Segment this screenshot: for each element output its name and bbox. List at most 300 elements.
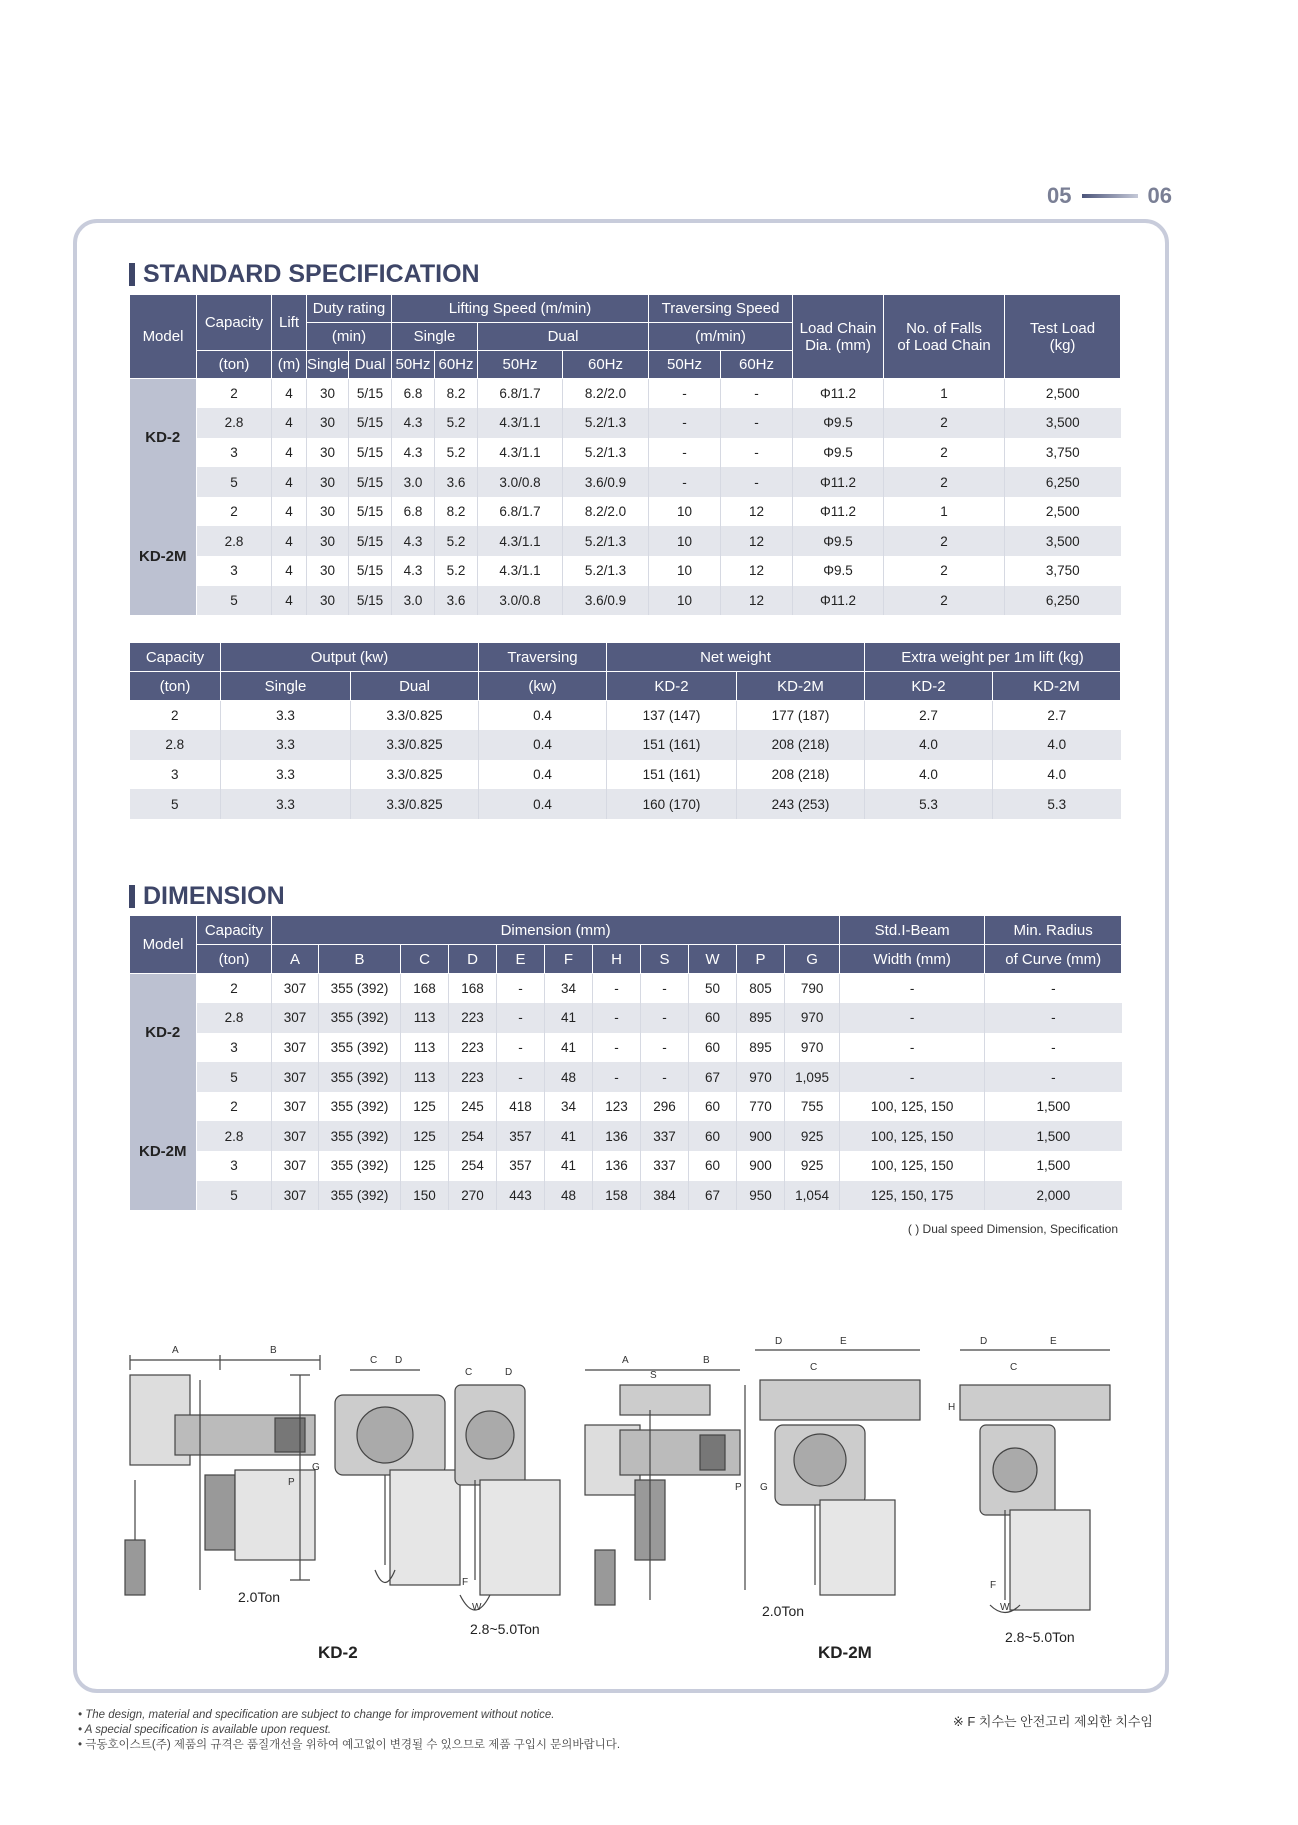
label-f-kd2: F xyxy=(462,1577,469,1588)
th-lift-single: Single xyxy=(392,323,478,351)
table-cell: 2.8 xyxy=(130,730,221,760)
th-radius: Min. Radius xyxy=(985,916,1122,945)
table-cell: 151 (161) xyxy=(607,760,737,790)
table-cell: 168 xyxy=(401,974,449,1004)
th-output-dual: Dual xyxy=(351,672,479,701)
table-cell: 0.4 xyxy=(479,789,607,819)
table-cell: 5/15 xyxy=(349,467,392,497)
table-cell: 895 xyxy=(737,1003,785,1033)
table-cell: 970 xyxy=(737,1062,785,1092)
label-w-kd2: W xyxy=(472,1602,482,1613)
label-a-kd2: A xyxy=(172,1345,179,1356)
table-cell: 3.0 xyxy=(392,586,435,616)
kd2-front-drawing xyxy=(455,1385,560,1610)
table-cell: - xyxy=(593,1003,641,1033)
table-cell: 100, 125, 150 xyxy=(840,1121,985,1151)
table-cell: 970 xyxy=(785,1003,840,1033)
table-cell: - xyxy=(641,1062,689,1092)
table-cell: 4.3 xyxy=(392,526,435,556)
table-cell: 125 xyxy=(401,1151,449,1181)
page-number-divider xyxy=(1082,194,1138,198)
table-cell: 223 xyxy=(449,1062,497,1092)
model-cell: KD-2 xyxy=(130,379,197,497)
spec-table xyxy=(129,294,1121,615)
caption-kd2m-large: 2.8~5.0Ton xyxy=(1005,1629,1075,1645)
table-cell: 67 xyxy=(689,1181,737,1211)
th-traversing-unit: (m/min) xyxy=(649,323,793,351)
table-cell: 3.0/0.8 xyxy=(478,467,563,497)
th-dim-a: A xyxy=(272,945,319,974)
table-cell: 355 (392) xyxy=(319,1033,401,1063)
table-cell: 307 xyxy=(272,1062,319,1092)
label-e-kd2m: E xyxy=(840,1336,847,1347)
table-cell: 67 xyxy=(689,1062,737,1092)
table-cell: 355 (392) xyxy=(319,1092,401,1122)
th-lift-unit: (m) xyxy=(272,351,307,379)
table-cell: 5.2 xyxy=(435,408,478,438)
table-cell: 1,500 xyxy=(1036,1099,1071,1115)
table-cell: 2 xyxy=(197,974,272,1004)
table-cell: 150 xyxy=(401,1181,449,1211)
th-capacity: Capacity xyxy=(197,916,272,945)
footnote-korean: ※ F 치수는 안전고리 제외한 치수임 xyxy=(952,1714,1153,1729)
spec-table-row xyxy=(130,379,1121,409)
table-cell: 4 xyxy=(272,408,307,438)
table-cell: 5/15 xyxy=(349,497,392,527)
label-c-kd2m-front: C xyxy=(1010,1362,1018,1373)
section-heading-spec xyxy=(129,260,480,289)
page-numbers xyxy=(1047,183,1172,209)
table-cell: 5.2 xyxy=(435,556,478,586)
table-cell: - xyxy=(840,1033,985,1063)
table-cell: 137 (147) xyxy=(607,701,737,731)
table-cell: 2 xyxy=(884,438,1005,468)
th-extra-kd2: KD-2 xyxy=(865,672,993,701)
table-cell: - xyxy=(649,379,721,409)
table-cell: 5.2 xyxy=(435,438,478,468)
table-cell: 3.0 xyxy=(392,467,435,497)
th-dual-60hz: 60Hz xyxy=(563,351,649,379)
th-duty: Duty rating xyxy=(307,295,392,323)
th-net-kd2m: KD-2M xyxy=(737,672,865,701)
table-cell: 113 xyxy=(401,1033,449,1063)
table-cell: 307 xyxy=(272,1033,319,1063)
table-cell: - xyxy=(721,438,793,468)
table-cell: 3.3/0.825 xyxy=(351,789,479,819)
table-cell: 2.8 xyxy=(197,1121,272,1151)
dim-table-row xyxy=(130,1092,1122,1122)
table-cell: 755 xyxy=(785,1092,840,1122)
th-extra-kd2m: KD-2M xyxy=(993,672,1121,701)
table-cell: 8.2 xyxy=(435,379,478,409)
table-cell: 2,500 xyxy=(1045,386,1080,402)
footnote-1: • The design, material and specification are subject to change for improvement without notice. xyxy=(78,1709,555,1721)
th-dim-s: S xyxy=(641,945,689,974)
table-cell: 2.8 xyxy=(197,526,272,556)
table-cell: 925 xyxy=(785,1151,840,1181)
table-cell: 4.3/1.1 xyxy=(478,438,563,468)
table-cell: 4.3/1.1 xyxy=(478,408,563,438)
th-traversing-unit: (kw) xyxy=(479,672,607,701)
th-dim-d: D xyxy=(449,945,497,974)
th-capacity: Capacity xyxy=(197,295,272,351)
table-cell: 307 xyxy=(272,1151,319,1181)
table-cell: 4 xyxy=(272,467,307,497)
table-cell: 4.0 xyxy=(993,730,1121,760)
table-cell: 12 xyxy=(721,586,793,616)
table-cell: 5.2/1.3 xyxy=(563,438,649,468)
table-cell: 158 xyxy=(593,1181,641,1211)
dimension-table xyxy=(129,915,1122,1210)
table-cell: 5.3 xyxy=(865,789,993,819)
table-cell: 30 xyxy=(307,379,349,409)
table-cell: 270 xyxy=(449,1181,497,1211)
table-cell: 5 xyxy=(197,1062,272,1092)
table-cell: - xyxy=(497,1003,545,1033)
table-cell: 2.7 xyxy=(865,701,993,731)
label-g-kd2: G xyxy=(312,1462,320,1473)
label-h-kd2m: H xyxy=(948,1402,956,1413)
th-dim-c: C xyxy=(401,945,449,974)
spec-table-row xyxy=(130,408,1121,438)
table-cell: - xyxy=(1051,1039,1056,1055)
table-cell: 2,000 xyxy=(985,1181,1122,1211)
label-f-kd2m: F xyxy=(990,1580,997,1591)
table-cell: 4.0 xyxy=(1047,766,1067,782)
dual-speed-note: ( ) Dual speed Dimension, Specification xyxy=(907,1222,1118,1236)
table-cell: 30 xyxy=(307,586,349,616)
table-cell: 125 xyxy=(401,1092,449,1122)
th-radius-unit: of Curve (mm) xyxy=(985,945,1122,974)
label-c-kd2-front: C xyxy=(465,1367,473,1378)
footnote-2: • A special specification is available upon request. xyxy=(78,1724,332,1736)
table-cell: 900 xyxy=(737,1121,785,1151)
caption-kd2m-small: 2.0Ton xyxy=(762,1603,805,1619)
table-cell: 30 xyxy=(307,556,349,586)
th-capacity-unit: (ton) xyxy=(197,351,272,379)
table-cell: 6.8/1.7 xyxy=(478,379,563,409)
table-cell: 151 (161) xyxy=(607,730,737,760)
table-cell: 2 xyxy=(197,379,272,409)
table-cell: 3 xyxy=(197,1033,272,1063)
model-cell: KD-2 xyxy=(130,974,197,1092)
table-cell: 4.3 xyxy=(392,438,435,468)
dim-table-row xyxy=(130,1121,1122,1151)
table-cell: - xyxy=(593,1062,641,1092)
output-table-row xyxy=(130,789,1121,819)
table-cell: 34 xyxy=(545,1092,593,1122)
th-traversing: Traversing Speed xyxy=(649,295,793,323)
table-cell: 3.6/0.9 xyxy=(563,586,649,616)
table-cell: 5/15 xyxy=(349,526,392,556)
dim-table-row xyxy=(130,1062,1122,1092)
th-beam-unit: Width (mm) xyxy=(840,945,985,974)
table-cell: 2 xyxy=(884,467,1005,497)
table-cell: 12 xyxy=(721,497,793,527)
table-cell: - xyxy=(721,379,793,409)
table-cell: 443 xyxy=(497,1181,545,1211)
th-lift-dual: Dual xyxy=(478,323,649,351)
table-cell: 4.0 xyxy=(865,730,993,760)
table-cell: 970 xyxy=(785,1033,840,1063)
th-lift: Lift xyxy=(272,295,307,351)
table-cell: 160 (170) xyxy=(607,789,737,819)
th-chain-dia: Load Chain Dia. (mm) xyxy=(793,295,884,379)
table-cell: 307 xyxy=(272,1121,319,1151)
th-output: Output (kw) xyxy=(221,643,479,672)
table-cell: 307 xyxy=(272,1181,319,1211)
table-cell: 223 xyxy=(449,1033,497,1063)
label-d-kd2m-front: D xyxy=(980,1336,988,1347)
table-cell: 10 xyxy=(649,526,721,556)
table-cell: 1,095 xyxy=(785,1062,840,1092)
table-cell: 125, 150, 175 xyxy=(840,1181,985,1211)
table-cell: - xyxy=(641,1003,689,1033)
table-cell: Φ9.5 xyxy=(793,408,884,438)
table-cell: Φ11.2 xyxy=(793,586,884,616)
table-cell: 2 xyxy=(884,586,1005,616)
table-cell: 60 xyxy=(689,1033,737,1063)
table-cell: 60 xyxy=(689,1003,737,1033)
table-cell: 30 xyxy=(307,526,349,556)
table-cell: - xyxy=(497,974,545,1004)
th-duty-unit: (min) xyxy=(307,323,392,351)
table-cell: 1,500 xyxy=(985,1121,1122,1151)
table-cell: 5.2/1.3 xyxy=(563,408,649,438)
hoist-drawings xyxy=(120,1330,1140,1620)
th-test-load: Test Load (kg) xyxy=(1005,295,1121,379)
output-weight-table xyxy=(129,642,1121,819)
kd2-2ton-drawing xyxy=(125,1355,320,1595)
table-cell: 5 xyxy=(197,586,272,616)
label-d-kd2: D xyxy=(395,1355,403,1366)
table-cell: 3.3/0.825 xyxy=(351,701,479,731)
table-cell: 3 xyxy=(130,760,221,790)
spec-table-row xyxy=(130,526,1121,556)
table-cell: 4 xyxy=(272,586,307,616)
page-number-right: 06 xyxy=(1147,183,1172,208)
caption-kd2-large: 2.8~5.0Ton xyxy=(470,1621,540,1637)
footnotes xyxy=(78,1708,620,1753)
dim-table-row xyxy=(130,1033,1122,1063)
table-cell: 925 xyxy=(785,1121,840,1151)
th-model: Model xyxy=(130,295,197,379)
th-trav-50hz: 50Hz xyxy=(649,351,721,379)
th-dim-f: F xyxy=(545,945,593,974)
table-cell: 0.4 xyxy=(479,701,607,731)
table-cell: 5/15 xyxy=(349,586,392,616)
table-cell: 357 xyxy=(497,1151,545,1181)
table-cell: - xyxy=(721,467,793,497)
table-cell: - xyxy=(721,408,793,438)
th-lifting: Lifting Speed (m/min) xyxy=(392,295,649,323)
table-cell: 6,250 xyxy=(1005,586,1121,616)
table-cell: 113 xyxy=(401,1003,449,1033)
table-cell: 4 xyxy=(272,379,307,409)
table-cell: 3.6 xyxy=(435,586,478,616)
dim-table-row xyxy=(130,1003,1122,1033)
table-cell: 60 xyxy=(689,1121,737,1151)
table-cell: 355 (392) xyxy=(319,1003,401,1033)
table-cell: 245 xyxy=(449,1092,497,1122)
table-cell: 136 xyxy=(593,1151,641,1181)
kd2m-large-drawing xyxy=(745,1350,920,1595)
table-cell: 10 xyxy=(649,586,721,616)
dim-table-row xyxy=(130,974,1122,1004)
spec-table-row xyxy=(130,556,1121,586)
table-cell: Φ9.5 xyxy=(793,438,884,468)
th-traversing: Traversing xyxy=(479,643,607,672)
table-cell: Φ11.2 xyxy=(793,497,884,527)
table-cell: 6,250 xyxy=(1005,467,1121,497)
table-cell: 125 xyxy=(401,1121,449,1151)
table-cell: 50 xyxy=(689,974,737,1004)
table-cell: 2 xyxy=(197,1092,272,1122)
table-cell: 6.8/1.7 xyxy=(478,497,563,527)
table-cell: 2 xyxy=(197,497,272,527)
table-cell: 1 xyxy=(884,497,1005,527)
table-cell: - xyxy=(840,1062,985,1092)
table-cell: 100, 125, 150 xyxy=(840,1092,985,1122)
table-cell: Φ11.2 xyxy=(793,467,884,497)
table-cell: 296 xyxy=(641,1092,689,1122)
th-single-50hz: 50Hz xyxy=(392,351,435,379)
model-cell: KD-2M xyxy=(130,1092,197,1210)
th-model: Model xyxy=(130,916,197,974)
table-cell: - xyxy=(497,1062,545,1092)
table-cell: 355 (392) xyxy=(319,1062,401,1092)
table-cell: 12 xyxy=(721,556,793,586)
table-cell: 0.4 xyxy=(479,730,607,760)
th-falls: No. of Falls of Load Chain xyxy=(884,295,1005,379)
table-cell: 2.7 xyxy=(1047,708,1067,724)
output-table-row xyxy=(130,701,1121,731)
table-cell: 4 xyxy=(272,497,307,527)
table-cell: - xyxy=(985,1003,1122,1033)
table-cell: 168 xyxy=(449,974,497,1004)
table-cell: 2.8 xyxy=(197,408,272,438)
table-cell: 1,500 xyxy=(1036,1158,1071,1174)
table-cell: - xyxy=(649,408,721,438)
table-cell: 5/15 xyxy=(349,438,392,468)
table-cell: 30 xyxy=(307,497,349,527)
table-cell: Φ9.5 xyxy=(793,526,884,556)
table-cell: 4.0 xyxy=(865,760,993,790)
table-cell: 243 (253) xyxy=(737,789,865,819)
th-single-60hz: 60Hz xyxy=(435,351,478,379)
label-s-kd2m: S xyxy=(650,1370,657,1381)
table-cell: 5 xyxy=(197,467,272,497)
table-cell: 5 xyxy=(197,1181,272,1211)
label-p-kd2m: P xyxy=(735,1482,742,1493)
table-cell: 254 xyxy=(449,1121,497,1151)
table-cell: - xyxy=(649,438,721,468)
table-cell: - xyxy=(593,1033,641,1063)
table-cell: 355 (392) xyxy=(319,1151,401,1181)
table-cell: 4.3 xyxy=(392,408,435,438)
table-cell: 770 xyxy=(737,1092,785,1122)
th-dual-50hz: 50Hz xyxy=(478,351,563,379)
label-c-kd2m: C xyxy=(810,1362,818,1373)
table-cell: 254 xyxy=(449,1151,497,1181)
table-cell: 3.3/0.825 xyxy=(351,730,479,760)
table-cell: 790 xyxy=(785,974,840,1004)
table-cell: 5/15 xyxy=(349,408,392,438)
table-cell: 2,500 xyxy=(1045,504,1080,520)
th-capacity-unit: (ton) xyxy=(130,672,221,701)
th-dim-g: G xyxy=(785,945,840,974)
output-table-row xyxy=(130,760,1121,790)
heading-text: STANDARD SPECIFICATION xyxy=(143,260,480,288)
label-d-kd2-front: D xyxy=(505,1367,513,1378)
table-cell: 41 xyxy=(545,1121,593,1151)
page-number-left: 05 xyxy=(1047,183,1072,208)
table-cell: 355 (392) xyxy=(319,1121,401,1151)
th-output-single: Single xyxy=(221,672,351,701)
table-cell: 355 (392) xyxy=(319,1181,401,1211)
table-cell: - xyxy=(497,1033,545,1063)
table-cell: 41 xyxy=(545,1151,593,1181)
table-cell: 805 xyxy=(737,974,785,1004)
spec-table-row xyxy=(130,586,1121,616)
table-cell: Φ9.5 xyxy=(793,556,884,586)
label-a-kd2m: A xyxy=(622,1355,629,1366)
table-cell: 3.3 xyxy=(221,701,351,731)
heading-marker xyxy=(129,885,135,908)
label-b-kd2m: B xyxy=(703,1355,710,1366)
dim-table-row xyxy=(130,1181,1122,1211)
table-cell: 41 xyxy=(545,1033,593,1063)
table-cell: 950 xyxy=(737,1181,785,1211)
table-cell: 2 xyxy=(130,701,221,731)
table-cell: 1,054 xyxy=(785,1181,840,1211)
table-cell: 2 xyxy=(884,526,1005,556)
th-duty-single: Single xyxy=(307,351,349,379)
table-cell: 113 xyxy=(401,1062,449,1092)
table-cell: 34 xyxy=(545,974,593,1004)
spec-table-row xyxy=(130,497,1121,527)
table-cell: 3 xyxy=(197,438,272,468)
table-cell: 3,500 xyxy=(1005,408,1121,438)
th-dimension: Dimension (mm) xyxy=(272,916,840,945)
table-cell: 4.3/1.1 xyxy=(478,526,563,556)
table-cell: 5.2/1.3 xyxy=(563,556,649,586)
table-cell: - xyxy=(649,467,721,497)
table-cell: 8.2 xyxy=(435,497,478,527)
spec-table-row xyxy=(130,438,1121,468)
th-net-kd2: KD-2 xyxy=(607,672,737,701)
th-duty-dual: Dual xyxy=(349,351,392,379)
th-dim-h: H xyxy=(593,945,641,974)
table-cell: 6.8 xyxy=(392,497,435,527)
table-cell: Φ11.2 xyxy=(793,379,884,409)
table-cell: 4 xyxy=(272,556,307,586)
table-cell: 30 xyxy=(307,408,349,438)
table-cell: 337 xyxy=(641,1121,689,1151)
table-cell: 3.6 xyxy=(435,467,478,497)
label-d-kd2m: D xyxy=(775,1336,783,1347)
table-cell: 177 (187) xyxy=(737,701,865,731)
table-cell: 4 xyxy=(272,526,307,556)
table-cell: 30 xyxy=(307,438,349,468)
th-beam: Std.I-Beam xyxy=(840,916,985,945)
table-cell: 223 xyxy=(449,1003,497,1033)
spec-table-row xyxy=(130,467,1121,497)
table-cell: 3.3 xyxy=(221,760,351,790)
kd2m-2ton-drawing xyxy=(585,1370,740,1605)
footnote-3: • 극동호이스트(주) 제품의 규격은 품질개선을 위하여 예고없이 변경될 수 있으므로 제품 구입시 문의바랍니다. xyxy=(78,1739,621,1751)
th-trav-60hz: 60Hz xyxy=(721,351,793,379)
